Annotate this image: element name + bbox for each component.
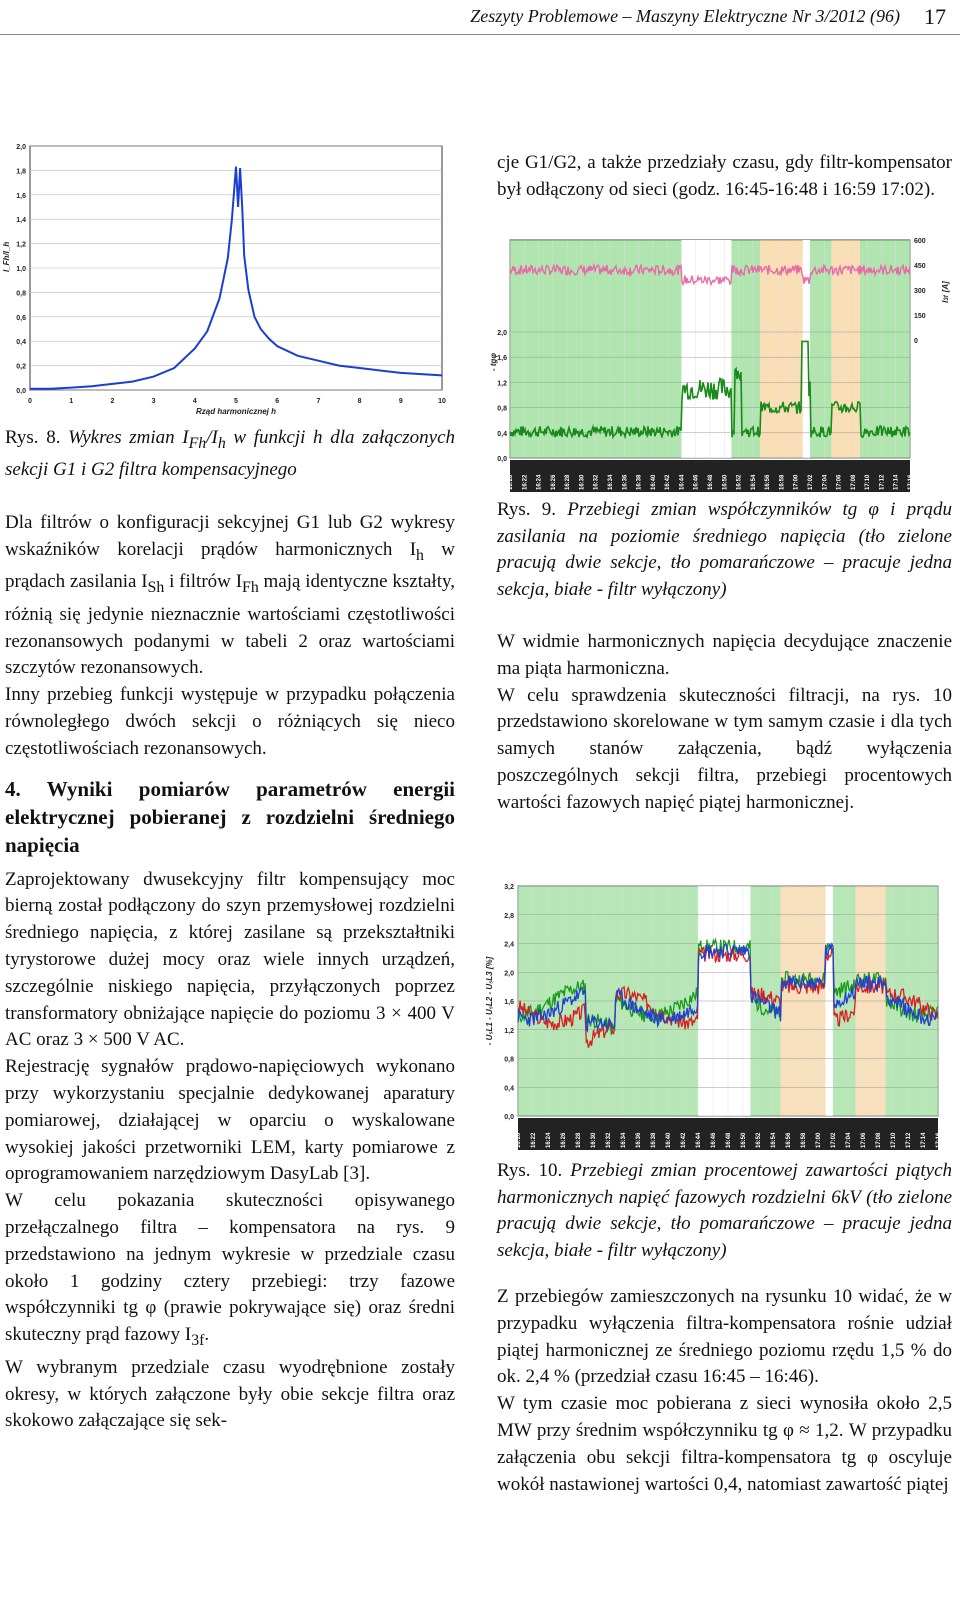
fig9-left-ytick: 1,6 — [497, 355, 507, 363]
fig9-time-label: 16:52 — [736, 474, 743, 490]
fig8-xtick: 8 — [357, 398, 362, 405]
fig9-time-label: 17:06 — [836, 474, 843, 490]
fig9-time-label: 17:12 — [879, 474, 886, 490]
paragraph-5: W celu pokazania skuteczności opisywanego przełączalnego filtra – kompensatora na rys. 9 przedstawiono na jednym wykresie w przedziale czasu około 1 godziny cztery przebiegi: trzy fazowe współczynniki tg φ (prawie pokrywające się) oraz średni skuteczny prąd fazowy $I_{3f}$. — [5, 1190, 455, 1349]
fig10-time-label: 16:50 — [741, 1132, 747, 1148]
fig8-xtick: 10 — [438, 398, 446, 405]
right-column-middle — [497, 497, 952, 817]
fig10-time-label: 17:08 — [876, 1132, 882, 1148]
fig10-time-label: 16:32 — [606, 1132, 612, 1148]
fig10-time-label: 17:06 — [861, 1132, 867, 1148]
fig8-ytick: 0,2 — [16, 363, 26, 371]
fig10-time-label: 16:38 — [651, 1132, 657, 1148]
fig10-time-label: 16:58 — [801, 1132, 807, 1148]
paragraph-6: W wybranym przedziale czasu wyodrębnione zostały okresy, w których załączone były obie sekcje filtra oraz skokowo załączające się sek- — [5, 1356, 455, 1432]
fig10-time-label: 16:54 — [771, 1132, 777, 1148]
fig10-ytick: 0,8 — [504, 1056, 514, 1064]
fig10-time-label: 16:34 — [621, 1132, 627, 1148]
fig9-time-label: 16:50 — [722, 474, 729, 490]
fig9-time-label: 16:24 — [536, 474, 543, 490]
fig8-xtick: 5 — [234, 398, 238, 405]
figure-9-chart — [478, 232, 960, 492]
fig10-time-label: 16:52 — [756, 1132, 762, 1148]
right-paragraph-4: Z przebiegów zamieszczonych na rysunku 10 widać, że w przypadku wyłączenia filtra-kompensatora rośnie udział piątej harmonicznej ze średniego poziomu rzędu 1,5 % do ok. 2,4 % (przedział czasu 16:45 – 16:46). — [497, 1286, 952, 1388]
fig9-right-ytick: 300 — [914, 288, 926, 295]
fig10-time-label: 16:28 — [576, 1132, 582, 1148]
fig10-time-label: 17:04 — [846, 1132, 852, 1148]
fig10-time-label: 16:30 — [591, 1132, 597, 1148]
fig10-time-label: 16:56 — [786, 1132, 792, 1148]
fig9-right-ytick: 150 — [914, 313, 926, 320]
fig9-time-label: 17:04 — [822, 474, 829, 490]
fig8-ytick: 1,0 — [16, 266, 26, 273]
fig8-ytick: 1,2 — [16, 241, 26, 249]
fig10-ytick: 0,4 — [504, 1085, 514, 1093]
fig10-ylabel: - U₅L1 - U₅L2 - U₅L3 [%] — [485, 956, 494, 1046]
fig8-xtick: 6 — [275, 398, 280, 405]
fig10-time-label: 17:02 — [831, 1132, 837, 1148]
fig10-time-label: 16:40 — [666, 1132, 672, 1148]
fig9-state-band — [681, 240, 731, 458]
fig9-right-ytick: 0 — [914, 338, 918, 345]
fig9-time-label: 17:08 — [850, 474, 857, 490]
fig9-time-label: 17:10 — [865, 474, 872, 490]
fig9-caption: Rys. 9. Przebiegi zmian współczynników tg φ i prądu zasilania na poziomie średniego napięcia (tło zielone pracują dwie sekcje, tło pomarańczowe – pracuje jedna sekcja, białe - filtr wyłączony) — [497, 499, 952, 600]
fig9-time-label: 16:30 — [579, 474, 586, 490]
fig9-time-label: 16:48 — [708, 474, 714, 490]
journal-title: Zeszyty Problemowe – Maszyny Elektryczne Nr 3/2012 (96) — [470, 6, 900, 26]
left-column — [5, 425, 455, 1435]
fig10-time-label: 17:12 — [906, 1132, 912, 1148]
fig10-ytick: 2,8 — [504, 912, 514, 920]
fig8-ytick: 0,4 — [16, 339, 26, 347]
fig10-time-label: 17:10 — [891, 1132, 897, 1148]
fig8-xtick: 9 — [398, 398, 403, 405]
right-paragraph-5: W tym czasie moc pobierana z sieci wynosiła około 2,5 MW przy średnim współczynniku tg φ ≈ 1,2. W przypadku załączenia obu sekcji filtra-kompensatora tg φ oscyluje wokół nastawionej wartości 0,4, natomiast zawartość piątej — [497, 1393, 952, 1495]
fig9-time-label: 16:32 — [593, 474, 600, 490]
fig9-time-label: 16:26 — [550, 474, 557, 490]
fig9-left-ytick: 0,4 — [497, 430, 507, 438]
fig8-xtick: 1 — [69, 398, 74, 405]
paragraph-4: Rejestrację sygnałów prądowo-napięciowych wykonano przy wykorzystaniu specjalnie dedykowanej aparatury pomiarowej, działającej w oparciu o wyskalowane wysokiej jakości przetworniki LEM, karty pomiarowe z oprogramowaniem narzędziowym DasyLab [3]. — [5, 1056, 455, 1185]
fig10-time-label: 16:20 — [516, 1132, 522, 1148]
fig9-time-label: 16:42 — [665, 474, 672, 490]
fig10-time-label: 16:42 — [681, 1132, 687, 1148]
fig9-state-band — [831, 240, 860, 458]
fig9-left-ytick: 2,0 — [497, 330, 507, 337]
fig8-ytick: 1,8 — [16, 168, 26, 176]
fig9-left-ytick: 0,8 — [497, 405, 507, 413]
right-paragraph-3: W celu sprawdzenia skuteczności filtracji, na rys. 10 przedstawiono skorelowane w tym samym czasie i dla tych samych stanów załączenia, bądź wyłączenia poszczególnych sekcji filtra, przebiegi procentowych wartości fazowych napięć piątej harmonicznej. — [497, 684, 952, 813]
fig10-time-label: 16:36 — [636, 1132, 642, 1148]
fig9-left-ylabel: - tgφ — [489, 352, 498, 372]
fig8-xtick: 2 — [110, 398, 115, 405]
section-4-heading: 4. Wyniki pomiarów parametrów energii elektrycznej pobieranej z rozdzielni średniego napięcia — [5, 776, 455, 857]
fig9-time-label: 16:20 — [508, 474, 514, 490]
fig9-time-label: 16:54 — [750, 474, 757, 490]
fig10-time-label: 17:00 — [816, 1132, 822, 1148]
fig10-time-label: 17:14 — [921, 1132, 927, 1148]
fig9-time-label: 16:44 — [679, 474, 686, 490]
fig10-time-label: 16:26 — [561, 1132, 567, 1148]
fig10-time-label: 16:44 — [696, 1132, 702, 1148]
fig9-time-label: 16:58 — [779, 474, 786, 490]
paragraph-1: Dla filtrów o konfiguracji sekcyjnej G1 lub G2 wykresy wskaźników korelacji prądów harmonicznych $I_h$ w prądach zasilania $I_{Sh}$ i filtrów $I_{Fh}$ mają identyczne kształty, różnią się jedynie nieznacznie wartościami częstotliwości rezonansowych podanymi w tabeli 2 oraz wartościami szczytów rezonansowych. — [5, 511, 455, 679]
fig9-right-ytick: 600 — [914, 238, 926, 245]
fig9-left-ytick: 1,2 — [497, 380, 507, 388]
right-column-top — [497, 150, 952, 204]
fig9-time-label: 16:46 — [693, 474, 700, 490]
fig10-ytick: 3,2 — [504, 884, 514, 891]
fig9-time-label: 16:40 — [650, 474, 657, 490]
fig9-right-ylabel: I3f[A] — [941, 281, 950, 303]
right-column-bottom — [497, 1158, 952, 1498]
paragraph-3: Zaprojektowany dwusekcyjny filtr kompensujący moc bierną został podłączony do szyn przemysłowej rozdzielni średniego napięcia, z której zasilane są przekształtniki tyrystorowe dużej mocy oraz wiele innych urządzeń, szczególnie niskiego napięcia, przyłączonych poprzez transformatory obniżające napięcie do poziomu 3 × 400 V AC oraz 3 × 500 V AC. — [5, 868, 455, 1051]
fig9-time-label: 16:56 — [765, 474, 772, 490]
fig9-time-label: 16:28 — [565, 474, 572, 490]
fig9-right-ytick: 450 — [914, 263, 926, 270]
fig8-ytick: 1,4 — [16, 217, 26, 225]
fig8-caption: Rys. 8. Wykres zmian $I_{Fh}/I_h$ w funkcji h dla załączonych sekcji G1 i G2 filtra kompensacyjnego — [5, 427, 456, 481]
right-paragraph-1: cje G1/G2, a także przedziały czasu, gdy filtr-kompensator był odłączony od sieci (godz. 16:45-16:48 i 16:59 17:02). — [497, 152, 952, 200]
fig8-ylabel: I_Fh/I_h — [2, 241, 11, 272]
fig9-time-label: 16:34 — [608, 474, 614, 490]
paragraph-2: Inny przebieg funkcji występuje w przypadku połączenia równoległego dwóch sekcji o różniących się nieco częstotliwościach rezonansowych. — [5, 684, 455, 759]
fig10-ytick: 2,4 — [504, 941, 514, 949]
fig8-xtick: 4 — [192, 398, 197, 405]
fig9-time-label: 17:02 — [808, 474, 814, 490]
fig9-time-label: 17:00 — [793, 474, 800, 490]
fig10-ytick: 0,0 — [504, 1114, 514, 1121]
fig10-time-label: 16:48 — [726, 1132, 732, 1148]
fig8-ytick: 0,0 — [16, 388, 26, 395]
page-number: 17 — [924, 4, 946, 29]
right-paragraph-2: W widmie harmonicznych napięcia decydujące znaczenie ma piąta harmoniczna. — [497, 631, 952, 679]
fig9-time-label: 17:14 — [893, 474, 900, 490]
fig9-time-label: 16:36 — [622, 474, 629, 490]
fig8-ytick: 1,6 — [16, 192, 26, 200]
fig8-ytick: 0,8 — [16, 290, 26, 298]
fig8-ytick: 2,0 — [16, 144, 26, 151]
page-header — [0, 4, 960, 35]
fig8-xtick: 3 — [151, 398, 156, 405]
fig10-time-label: 16:24 — [546, 1132, 552, 1148]
fig8-ytick: 0,6 — [16, 314, 26, 322]
fig10-ytick: 2,0 — [504, 970, 514, 978]
fig9-time-label: 16:38 — [636, 474, 643, 490]
fig10-time-label: 17:16 — [936, 1132, 942, 1148]
fig9-time-label: 17:16 — [908, 474, 914, 490]
fig10-time-label: 16:22 — [531, 1132, 537, 1148]
fig9-time-label: 16:22 — [522, 474, 529, 490]
fig10-time-label: 16:46 — [711, 1132, 717, 1148]
fig8-xtick: 0 — [28, 398, 32, 405]
fig9-left-ytick: 0,0 — [497, 456, 507, 463]
fig8-xlabel: Rząd harmonicznej h — [195, 407, 277, 416]
fig10-ytick: 1,2 — [504, 1027, 514, 1035]
fig10-caption: Rys. 10. Przebiegi zmian procentowej zawartości piątych harmonicznych napięć fazowych rozdzielni 6kV (tło zielone pracują dwie sekcje, tło pomarańczowe – pracuje jedna sekcja, białe - filtr wyłączony) — [497, 1160, 952, 1261]
fig8-xtick: 7 — [316, 398, 321, 405]
figure-10-chart — [478, 878, 960, 1150]
figure-8-chart — [0, 140, 460, 420]
fig10-ytick: 1,6 — [504, 999, 514, 1006]
